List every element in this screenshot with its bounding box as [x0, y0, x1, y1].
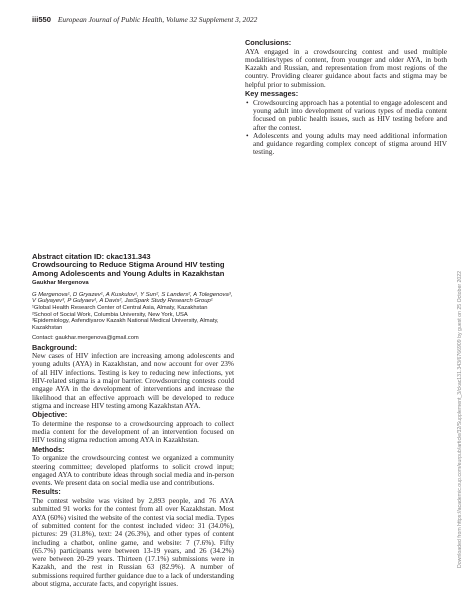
- methods-heading: Methods:: [32, 444, 65, 454]
- methods-text: To organize the crowdsourcing contest we organized a community steering committee; developed platforms to solicit crowd input; engaged AYA to contribute ideas through social media and in-person events. We present data on social media use and contributions.: [32, 453, 234, 488]
- conclusions-heading: Conclusions:: [245, 38, 292, 47]
- background-heading: Background:: [32, 342, 77, 352]
- results-text: The contest website was visited by 2,893 people, and 76 AYA submitted 91 works for the contest from all over Kazakhstan. Most AYA (60%) visited the website of the contest via social media. Types of submitted content for the contest included video: 31 (34.0%), pictures: 29 (31.8%), text: 24 (26.3%), and other types of content including a chatbot, online game, and website: 7 (7.6%). Fifty (65.7%) participants were between 13-19 years, and 26 (34.2%) were between 20-29 years. Thirteen (17.1%) submissions were in Kazakh, and the rest in Russian 63 (82.9%). A number of submissions required further guidance due to a lack of understanding about stigma, accurate facts, and copyright issues.: [32, 496, 234, 589]
- running-header: [32, 15, 257, 24]
- contact-label: Contact:: [32, 334, 54, 341]
- page-number: iii550: [32, 15, 51, 24]
- previous-abstract-column: [245, 38, 447, 157]
- key-messages-heading: Key messages:: [245, 89, 299, 99]
- presenter-name: Gaukhar Mergenova: [32, 279, 89, 286]
- key-message-item: [245, 99, 447, 132]
- affiliation: ¹Global Health Research Center of Central Asia, Almaty, Kazakhstan: [32, 305, 208, 311]
- journal-citation: European Journal of Public Health, Volume 32 Supplement 3, 2022: [57, 15, 258, 24]
- background-text: New cases of HIV infection are increasing among adolescents and young adults (AYA) in Kazakhstan, and now account for over 23% of all HIV infections. Testing is key to reducing new infections, yet HIV-related stigma is a major barrier. Crowdsourcing contests could engage AYA in the development of interventions and increase the likelihood that an effective approach will be developed to reduce stigma and increase HIV testing among Kazakhstan AYA.: [32, 351, 234, 410]
- bullet-icon: •: [246, 97, 249, 107]
- contact-email[interactable]: gaukhar.mergenova@gmail.com: [55, 334, 139, 341]
- objective-heading: Objective:: [32, 410, 68, 420]
- abstract-column: [32, 252, 234, 588]
- objective-text: To determine the response to a crowdsourcing approach to collect media content for the development of an intervention focused on HIV testing stigma reduction among AYA in Kazakhstan.: [32, 418, 234, 445]
- download-watermark: Downloaded from https://academic.oup.com/eurpub/article/32/Supplement_3/ckac131.343/6766909 by guest on 25 October 2022: [457, 270, 463, 568]
- conclusions-text: AYA engaged in a crowdsourcing contest and used multiple modalities/types of content, from younger and older AYA, in both Kazakh and Russian, and representation from most regions of the country. Providing clearer guidance about facts and stigma may be helpful prior to submission.: [245, 46, 447, 89]
- affiliation: ³Epidemiology, Asfendiyarov Kazakh National Medical University, Almaty, Kazakhstan: [32, 318, 219, 332]
- abstract-citation-id: Abstract citation ID: ckac131.343: [32, 252, 151, 261]
- key-messages-list: [245, 99, 447, 157]
- results-heading: Results:: [32, 487, 61, 497]
- bullet-icon: •: [246, 130, 249, 140]
- key-message-item: [245, 132, 447, 157]
- author-list: G Mergenova¹, D Gryazev¹, A Kuskulov¹, Y Sun², S Landers², A Tolegenova³, V Gulyayev³, P Gulyaev¹, A Davis², JasSpark Study Research Group¹: [32, 291, 233, 305]
- key-message-text: Adolescents and young adults may need additional information and guidance regarding complex concept of stigma around HIV testing.: [253, 130, 447, 157]
- key-message-text: Crowdsourcing approach has a potential to engage adolescent and young adult into development of various types of media content focused on public health issues, such as HIV testing before and after the contest.: [253, 97, 447, 132]
- affiliation: ²School of Social Work, Columbia University, New York, USA: [32, 311, 188, 318]
- contact-line: [32, 335, 234, 342]
- abstract-title: Crowdsourcing to Reduce Stigma Around HIV testing Among Adolescents and Young Adults in Kazakhstan: [32, 260, 225, 278]
